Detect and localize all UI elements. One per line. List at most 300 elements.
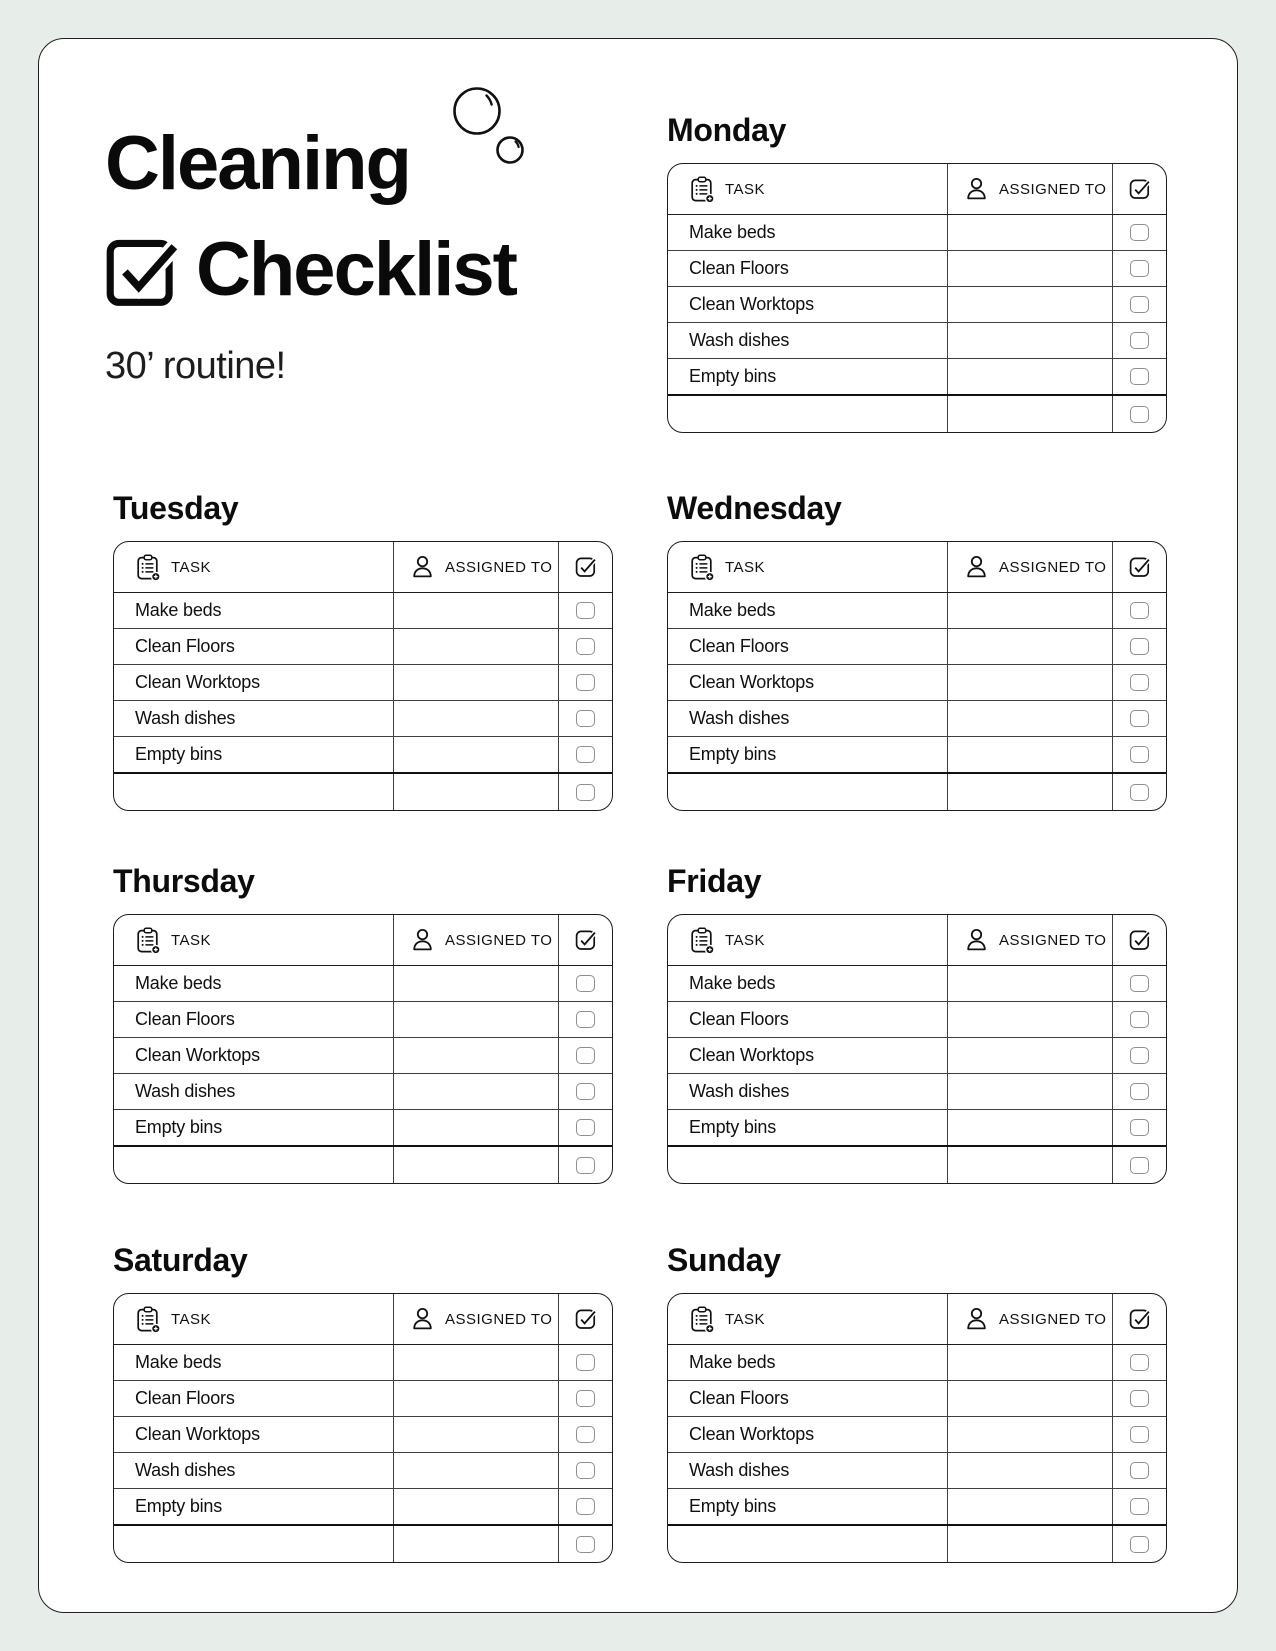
assigned-header-label: ASSIGNED TO: [999, 558, 1107, 576]
checkbox-cell: [1113, 966, 1166, 1001]
checkbox-cell: [1113, 251, 1166, 286]
checkbox[interactable]: [1130, 1354, 1149, 1371]
clipboard-task-icon: [689, 927, 715, 954]
assigned-cell[interactable]: [948, 1417, 1113, 1452]
checkbox[interactable]: [576, 1390, 595, 1407]
task-row: [668, 396, 1166, 432]
checkbox-cell: [559, 665, 612, 700]
task-row: [114, 1417, 612, 1453]
task-cell: [668, 774, 948, 810]
assigned-cell[interactable]: [394, 1489, 559, 1524]
task-header-label: TASK: [725, 558, 766, 576]
assigned-header-label: ASSIGNED TO: [445, 1310, 553, 1328]
task-row: [668, 323, 1166, 359]
checkbox-cell: [559, 1526, 612, 1562]
checkbox[interactable]: [576, 975, 595, 992]
assigned-header-label: ASSIGNED TO: [999, 931, 1107, 949]
assigned-cell[interactable]: [394, 1381, 559, 1416]
checkbox-cell: [559, 1110, 612, 1145]
task-row: [668, 1381, 1166, 1417]
task-cell: Make beds: [668, 966, 948, 1001]
task-row: [668, 1489, 1166, 1526]
task-header-cell: [114, 542, 394, 592]
table-header-row: [114, 542, 612, 593]
checkbox-cell: [1113, 359, 1166, 394]
checkbox[interactable]: [576, 1354, 595, 1371]
task-header-cell: [114, 915, 394, 965]
checkbox-cell: [1113, 593, 1166, 628]
assigned-header-cell: [948, 542, 1113, 592]
checkbox-cell: [1113, 1417, 1166, 1452]
checkbox[interactable]: [576, 1462, 595, 1479]
task-cell: [668, 1147, 948, 1183]
task-row: [114, 1110, 612, 1147]
day-table-wednesday: [667, 541, 1167, 811]
checkbox-cell: [1113, 323, 1166, 358]
assigned-header-cell: [948, 1294, 1113, 1344]
task-row: [114, 1147, 612, 1183]
task-cell: Clean Worktops: [668, 665, 948, 700]
day-table-saturday: [113, 1293, 613, 1563]
task-header-label: TASK: [725, 180, 766, 198]
assigned-cell[interactable]: [394, 737, 559, 772]
assigned-cell[interactable]: [394, 1110, 559, 1145]
assigned-cell[interactable]: [948, 1345, 1113, 1380]
task-cell: Make beds: [668, 215, 948, 250]
day-title-tuesday: Tuesday: [113, 490, 239, 526]
checkbox-cell: [1113, 1002, 1166, 1037]
clipboard-task-icon: [689, 1306, 715, 1333]
task-cell: [114, 1147, 394, 1183]
task-cell: Clean Floors: [114, 1381, 394, 1416]
checkbox[interactable]: [1130, 746, 1149, 763]
day-table-thursday: [113, 914, 613, 1184]
task-row: [668, 737, 1166, 774]
task-row: [668, 1417, 1166, 1453]
assigned-cell[interactable]: [394, 593, 559, 628]
checked-checkbox-icon: [105, 232, 181, 308]
task-row: [114, 593, 612, 629]
page-title-line2-text: Checklist: [196, 227, 516, 312]
assigned-cell[interactable]: [948, 1110, 1113, 1145]
checkbox-cell: [1113, 1489, 1166, 1524]
clipboard-task-icon: [135, 554, 161, 581]
task-row: [668, 251, 1166, 287]
checkbox[interactable]: [1130, 674, 1149, 691]
task-row: [668, 1074, 1166, 1110]
checked-checkbox-icon: [1128, 555, 1152, 579]
checkbox[interactable]: [1130, 1536, 1149, 1553]
task-header-label: TASK: [171, 931, 212, 949]
checkbox[interactable]: [576, 1083, 595, 1100]
checkbox[interactable]: [1130, 1119, 1149, 1136]
assigned-cell[interactable]: [394, 774, 559, 810]
task-row: [668, 359, 1166, 396]
table-header-row: [668, 1294, 1166, 1345]
person-icon: [964, 176, 989, 202]
task-header-cell: [668, 1294, 948, 1344]
assigned-cell[interactable]: [948, 1002, 1113, 1037]
task-row: [668, 629, 1166, 665]
task-cell: Empty bins: [668, 1110, 948, 1145]
checkbox[interactable]: [1130, 1390, 1149, 1407]
assigned-cell[interactable]: [948, 359, 1113, 394]
checkbox-cell: [559, 966, 612, 1001]
assigned-cell[interactable]: [394, 1038, 559, 1073]
checkbox[interactable]: [1130, 784, 1149, 801]
task-cell: Wash dishes: [668, 323, 948, 358]
task-cell: Clean Worktops: [668, 287, 948, 322]
assigned-header-label: ASSIGNED TO: [999, 1310, 1107, 1328]
day-title-sunday: Sunday: [667, 1242, 781, 1278]
task-row: [668, 665, 1166, 701]
task-cell: Empty bins: [114, 737, 394, 772]
checkbox[interactable]: [576, 674, 595, 691]
page-card: [38, 38, 1238, 1613]
task-cell: [114, 774, 394, 810]
checkbox-cell: [559, 1489, 612, 1524]
task-cell: Empty bins: [114, 1110, 394, 1145]
done-header-cell: [559, 1294, 612, 1344]
assigned-cell[interactable]: [394, 1453, 559, 1488]
task-row: [668, 1110, 1166, 1147]
assigned-cell[interactable]: [948, 737, 1113, 772]
checkbox-cell: [559, 701, 612, 736]
task-header-label: TASK: [725, 931, 766, 949]
checkbox[interactable]: [1130, 224, 1149, 241]
checkbox[interactable]: [576, 746, 595, 763]
task-row: [114, 966, 612, 1002]
task-cell: Clean Floors: [668, 629, 948, 664]
day-section-thursday: [113, 862, 613, 1184]
day-title-thursday: Thursday: [113, 863, 255, 899]
page-subtitle: 30’ routine!: [105, 345, 286, 387]
checkbox-cell: [559, 629, 612, 664]
day-table-sunday: [667, 1293, 1167, 1563]
task-row: [668, 1038, 1166, 1074]
task-cell: Clean Worktops: [668, 1038, 948, 1073]
checkbox[interactable]: [576, 638, 595, 655]
task-row: [668, 593, 1166, 629]
checkbox-cell: [1113, 1147, 1166, 1183]
task-header-label: TASK: [725, 1310, 766, 1328]
assigned-header-cell: [394, 542, 559, 592]
assigned-cell[interactable]: [948, 1526, 1113, 1562]
task-cell: Wash dishes: [668, 1074, 948, 1109]
clipboard-task-icon: [135, 1306, 161, 1333]
task-row: [668, 215, 1166, 251]
checkbox[interactable]: [576, 1536, 595, 1553]
assigned-cell[interactable]: [948, 629, 1113, 664]
table-header-row: [668, 915, 1166, 966]
checked-checkbox-icon: [1128, 177, 1152, 201]
assigned-cell[interactable]: [394, 701, 559, 736]
assigned-header-label: ASSIGNED TO: [445, 931, 553, 949]
task-row: [668, 774, 1166, 810]
task-row: [114, 1453, 612, 1489]
done-header-cell: [1113, 1294, 1166, 1344]
assigned-cell[interactable]: [948, 1489, 1113, 1524]
assigned-header-cell: [948, 915, 1113, 965]
checkbox[interactable]: [1130, 638, 1149, 655]
checkbox-cell: [559, 1147, 612, 1183]
assigned-cell[interactable]: [948, 1381, 1113, 1416]
assigned-cell[interactable]: [394, 665, 559, 700]
task-row: [668, 1147, 1166, 1183]
checkbox-cell: [1113, 1453, 1166, 1488]
assigned-header-cell: [394, 1294, 559, 1344]
day-table-tuesday: [113, 541, 613, 811]
assigned-header-cell: [394, 915, 559, 965]
checkbox-cell: [1113, 1074, 1166, 1109]
table-header-row: [114, 1294, 612, 1345]
day-section-friday: [667, 862, 1167, 1184]
task-row: [114, 1074, 612, 1110]
assigned-cell[interactable]: [394, 1345, 559, 1380]
task-header-label: TASK: [171, 1310, 212, 1328]
task-cell: Clean Worktops: [668, 1417, 948, 1452]
day-section-tuesday: [113, 489, 613, 811]
checkbox-cell: [559, 1345, 612, 1380]
checkbox-cell: [1113, 1038, 1166, 1073]
checkbox-cell: [559, 1002, 612, 1037]
done-header-cell: [1113, 164, 1166, 214]
person-icon: [964, 1306, 989, 1332]
task-row: [114, 1381, 612, 1417]
task-cell: Clean Floors: [668, 251, 948, 286]
day-section-wednesday: [667, 489, 1167, 811]
task-header-cell: [668, 164, 948, 214]
task-cell: Make beds: [114, 593, 394, 628]
checked-checkbox-icon: [574, 928, 598, 952]
checkbox[interactable]: [1130, 260, 1149, 277]
assigned-cell[interactable]: [394, 1074, 559, 1109]
task-cell: Empty bins: [668, 1489, 948, 1524]
checkbox-cell: [559, 774, 612, 810]
task-header-cell: [668, 915, 948, 965]
task-cell: Clean Worktops: [114, 665, 394, 700]
assigned-cell[interactable]: [948, 1147, 1113, 1183]
checkbox-cell: [1113, 215, 1166, 250]
assigned-cell[interactable]: [948, 593, 1113, 628]
checkbox[interactable]: [1130, 1462, 1149, 1479]
task-cell: Empty bins: [668, 359, 948, 394]
task-cell: Make beds: [668, 593, 948, 628]
task-row: [668, 1453, 1166, 1489]
table-header-row: [668, 542, 1166, 593]
checkbox[interactable]: [1130, 1083, 1149, 1100]
task-row: [114, 1002, 612, 1038]
task-row: [114, 1038, 612, 1074]
task-cell: [668, 1526, 948, 1562]
task-row: [668, 1526, 1166, 1562]
day-section-monday: [667, 111, 1167, 433]
checkbox-cell: [559, 1381, 612, 1416]
checkbox-cell: [559, 1038, 612, 1073]
task-cell: Clean Floors: [668, 1002, 948, 1037]
checkbox[interactable]: [576, 1047, 595, 1064]
task-row: [114, 701, 612, 737]
clipboard-task-icon: [689, 554, 715, 581]
task-cell: Clean Worktops: [114, 1038, 394, 1073]
task-header-cell: [668, 542, 948, 592]
assigned-cell[interactable]: [948, 966, 1113, 1001]
checkbox-cell: [559, 1417, 612, 1452]
day-table-friday: [667, 914, 1167, 1184]
assigned-header-label: ASSIGNED TO: [445, 558, 553, 576]
checkbox[interactable]: [1130, 406, 1149, 423]
task-cell: [668, 396, 948, 432]
task-row: [114, 774, 612, 810]
task-row: [668, 966, 1166, 1002]
checkbox-cell: [559, 593, 612, 628]
checkbox[interactable]: [1130, 602, 1149, 619]
task-cell: Empty bins: [114, 1489, 394, 1524]
task-header-cell: [114, 1294, 394, 1344]
task-row: [668, 1002, 1166, 1038]
day-title-monday: Monday: [667, 112, 787, 148]
checkbox-cell: [1113, 1110, 1166, 1145]
checkbox-cell: [1113, 1381, 1166, 1416]
checkbox-cell: [1113, 287, 1166, 322]
task-cell: Wash dishes: [668, 1453, 948, 1488]
checkbox-cell: [1113, 1345, 1166, 1380]
page-title-line1: Cleaning: [105, 121, 410, 206]
task-row: [114, 665, 612, 701]
checkbox[interactable]: [1130, 710, 1149, 727]
clipboard-task-icon: [135, 927, 161, 954]
done-header-cell: [559, 915, 612, 965]
checked-checkbox-icon: [1128, 928, 1152, 952]
assigned-cell[interactable]: [948, 1074, 1113, 1109]
person-icon: [410, 1306, 435, 1332]
checkbox[interactable]: [1130, 368, 1149, 385]
assigned-cell[interactable]: [948, 665, 1113, 700]
clipboard-task-icon: [689, 176, 715, 203]
task-cell: Wash dishes: [114, 701, 394, 736]
checkbox[interactable]: [1130, 1011, 1149, 1028]
task-row: [114, 1345, 612, 1381]
bubbles-icon: [439, 79, 559, 199]
assigned-cell[interactable]: [948, 215, 1113, 250]
checked-checkbox-icon: [574, 555, 598, 579]
assigned-cell[interactable]: [948, 701, 1113, 736]
checkbox[interactable]: [576, 602, 595, 619]
day-title-wednesday: Wednesday: [667, 490, 842, 526]
day-section-sunday: [667, 1241, 1167, 1563]
checked-checkbox-icon: [1128, 1307, 1152, 1331]
day-title-saturday: Saturday: [113, 1242, 248, 1278]
checkbox[interactable]: [576, 1157, 595, 1174]
assigned-cell[interactable]: [394, 1002, 559, 1037]
page-title-line2: [105, 217, 516, 323]
assigned-cell[interactable]: [948, 1038, 1113, 1073]
checkbox-cell: [1113, 774, 1166, 810]
checkbox-cell: [559, 737, 612, 772]
task-cell: Clean Floors: [668, 1381, 948, 1416]
assigned-cell[interactable]: [948, 774, 1113, 810]
done-header-cell: [1113, 542, 1166, 592]
checkbox[interactable]: [576, 784, 595, 801]
person-icon: [410, 927, 435, 953]
table-header-row: [114, 915, 612, 966]
task-header-label: TASK: [171, 558, 212, 576]
assigned-header-label: ASSIGNED TO: [999, 180, 1107, 198]
checkbox-cell: [1113, 737, 1166, 772]
done-header-cell: [1113, 915, 1166, 965]
checkbox[interactable]: [1130, 1047, 1149, 1064]
task-cell: Wash dishes: [114, 1453, 394, 1488]
assigned-cell[interactable]: [394, 629, 559, 664]
checkbox[interactable]: [576, 710, 595, 727]
done-header-cell: [559, 542, 612, 592]
assigned-cell[interactable]: [394, 1526, 559, 1562]
task-cell: Empty bins: [668, 737, 948, 772]
day-table-monday: [667, 163, 1167, 433]
task-row: [114, 629, 612, 665]
table-header-row: [668, 164, 1166, 215]
checkbox-cell: [1113, 701, 1166, 736]
task-cell: Clean Floors: [114, 1002, 394, 1037]
task-cell: Make beds: [668, 1345, 948, 1380]
checkbox-cell: [559, 1074, 612, 1109]
task-cell: Clean Floors: [114, 629, 394, 664]
checkbox[interactable]: [1130, 1157, 1149, 1174]
checkbox[interactable]: [1130, 975, 1149, 992]
assigned-cell[interactable]: [948, 251, 1113, 286]
checkbox-cell: [559, 1453, 612, 1488]
assigned-cell[interactable]: [394, 1147, 559, 1183]
task-row: [114, 1489, 612, 1526]
person-icon: [410, 554, 435, 580]
checkbox[interactable]: [576, 1498, 595, 1515]
day-section-saturday: [113, 1241, 613, 1563]
checkbox-cell: [1113, 629, 1166, 664]
assigned-cell[interactable]: [948, 396, 1113, 432]
person-icon: [964, 927, 989, 953]
assigned-cell[interactable]: [948, 1453, 1113, 1488]
checkbox-cell: [1113, 396, 1166, 432]
person-icon: [964, 554, 989, 580]
assigned-cell[interactable]: [948, 323, 1113, 358]
task-cell: Make beds: [114, 1345, 394, 1380]
task-row: [668, 1345, 1166, 1381]
checked-checkbox-icon: [574, 1307, 598, 1331]
assigned-cell[interactable]: [394, 966, 559, 1001]
checkbox[interactable]: [1130, 1498, 1149, 1515]
checkbox[interactable]: [576, 1011, 595, 1028]
checkbox-cell: [1113, 665, 1166, 700]
checkbox[interactable]: [1130, 1426, 1149, 1443]
day-title-friday: Friday: [667, 863, 762, 899]
task-cell: Make beds: [114, 966, 394, 1001]
task-cell: [114, 1526, 394, 1562]
checkbox[interactable]: [576, 1426, 595, 1443]
assigned-cell[interactable]: [394, 1417, 559, 1452]
checkbox[interactable]: [1130, 296, 1149, 313]
checkbox-cell: [1113, 1526, 1166, 1562]
assigned-cell[interactable]: [948, 287, 1113, 322]
task-row: [114, 737, 612, 774]
checkbox[interactable]: [1130, 332, 1149, 349]
task-cell: Wash dishes: [668, 701, 948, 736]
task-row: [668, 287, 1166, 323]
task-cell: Clean Worktops: [114, 1417, 394, 1452]
assigned-header-cell: [948, 164, 1113, 214]
task-row: [114, 1526, 612, 1562]
task-row: [668, 701, 1166, 737]
checkbox[interactable]: [576, 1119, 595, 1136]
